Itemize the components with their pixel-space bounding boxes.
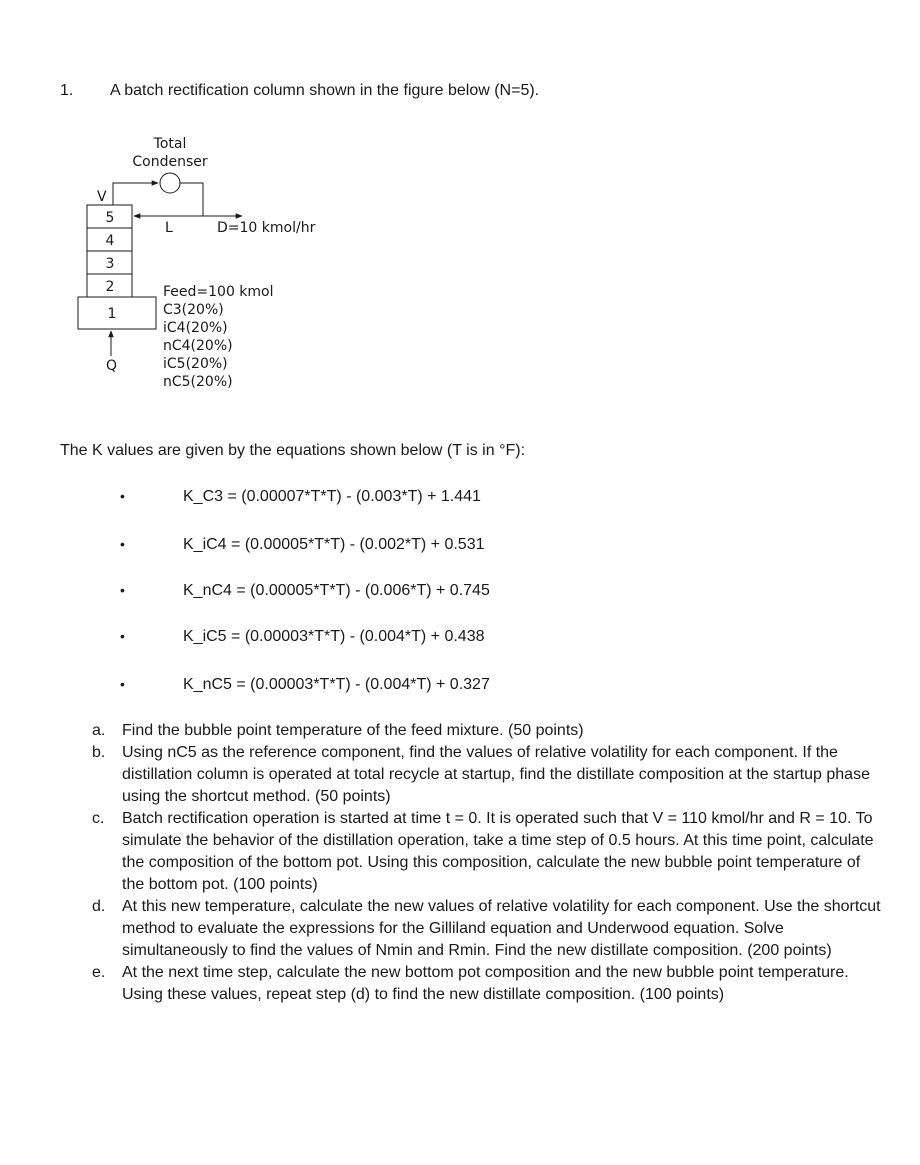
vapor-label: V [97,189,107,205]
question-parts-list [92,720,882,1006]
equation-k-ic5: K_iC5 = (0.00003*T*T) - (0.004*T) + 0.438 [183,628,485,645]
stage-number: 5 [105,210,115,226]
feed-line: C3(20%) [163,302,224,318]
part-text: At this new temperature, calculate the new values of relative volatility for each component. Use the shortcut method to evaluate the expressions for the Gilliland equation and Underwood equation. Solve simultaneously to find the values of Nmin and Rmin. Find the new distillate composition. (200 points) [122,898,881,959]
question-intro: A batch rectification column shown in the figure below (N=5). [110,82,540,99]
feed-line: Feed=100 kmol [163,284,274,300]
reboiler-pot [78,297,156,329]
stage-number: 2 [105,279,115,295]
part-text: At the next time step, calculate the new bottom pot composition and the new bubble point temperature. Using these values, repeat step (d) to find the new distillate composition. (100 points) [122,964,849,1003]
condenser-label-total: Total [153,136,187,152]
question-number: 1. [60,82,74,99]
heat-label: Q [106,358,118,374]
condensate-line [180,183,203,216]
part-label: e. [92,964,106,981]
question-part-a [92,720,882,742]
part-label: a. [92,722,106,739]
question-part-e [92,962,882,1006]
bullet: • [120,676,125,692]
condenser-label-condenser: Condenser [132,154,208,170]
bullet: • [120,582,125,598]
column-diagram [70,128,370,403]
reflux-label: L [165,220,173,236]
bullet: • [120,628,125,644]
stage-number: 4 [105,233,115,249]
distillate-label: D=10 kmol/hr [217,220,316,236]
condenser-icon [160,173,180,193]
feed-line: iC5(20%) [163,356,228,372]
vapor-line [113,183,158,205]
part-label: c. [92,810,105,827]
feed-line: nC5(20%) [163,374,233,390]
equation-k-nc5: K_nC5 = (0.00003*T*T) - (0.004*T) + 0.327 [183,676,490,693]
bullet: • [120,536,125,552]
equation-k-nc4: K_nC4 = (0.00005*T*T) - (0.006*T) + 0.745 [183,582,490,599]
part-label: b. [92,744,106,761]
part-label: d. [92,898,106,915]
part-text: Find the bubble point temperature of the feed mixture. (50 points) [122,722,584,739]
reboiler-stage-number: 1 [107,306,117,322]
equation-k-ic4: K_iC4 = (0.00005*T*T) - (0.002*T) + 0.531 [183,536,485,553]
question-part-b [92,742,882,808]
feed-line: nC4(20%) [163,338,233,354]
question-part-c [92,808,882,896]
part-text: Using nC5 as the reference component, find the values of relative volatility for each component. If the distillation column is operated at total recycle at startup, find the distillate composition at the startup phase using the shortcut method. (50 points) [122,744,870,805]
k-values-intro: The K values are given by the equations shown below (T is in °F): [60,442,526,459]
bullet: • [120,488,125,504]
part-text: Batch rectification operation is started at time t = 0. It is operated such that V = 110 kmol/hr and R = 10. To simulate the behavior of the distillation operation, take a time step of 0.5 hours. At this time point, calculate the composition of the bottom pot. Using this composition, calculate the new bubble point temperature of the bottom pot. (100 points) [122,810,874,893]
question-part-d [92,896,882,962]
equation-k-c3: K_C3 = (0.00007*T*T) - (0.003*T) + 1.441 [183,488,481,505]
feed-line: iC4(20%) [163,320,228,336]
stage-number: 3 [105,256,115,272]
